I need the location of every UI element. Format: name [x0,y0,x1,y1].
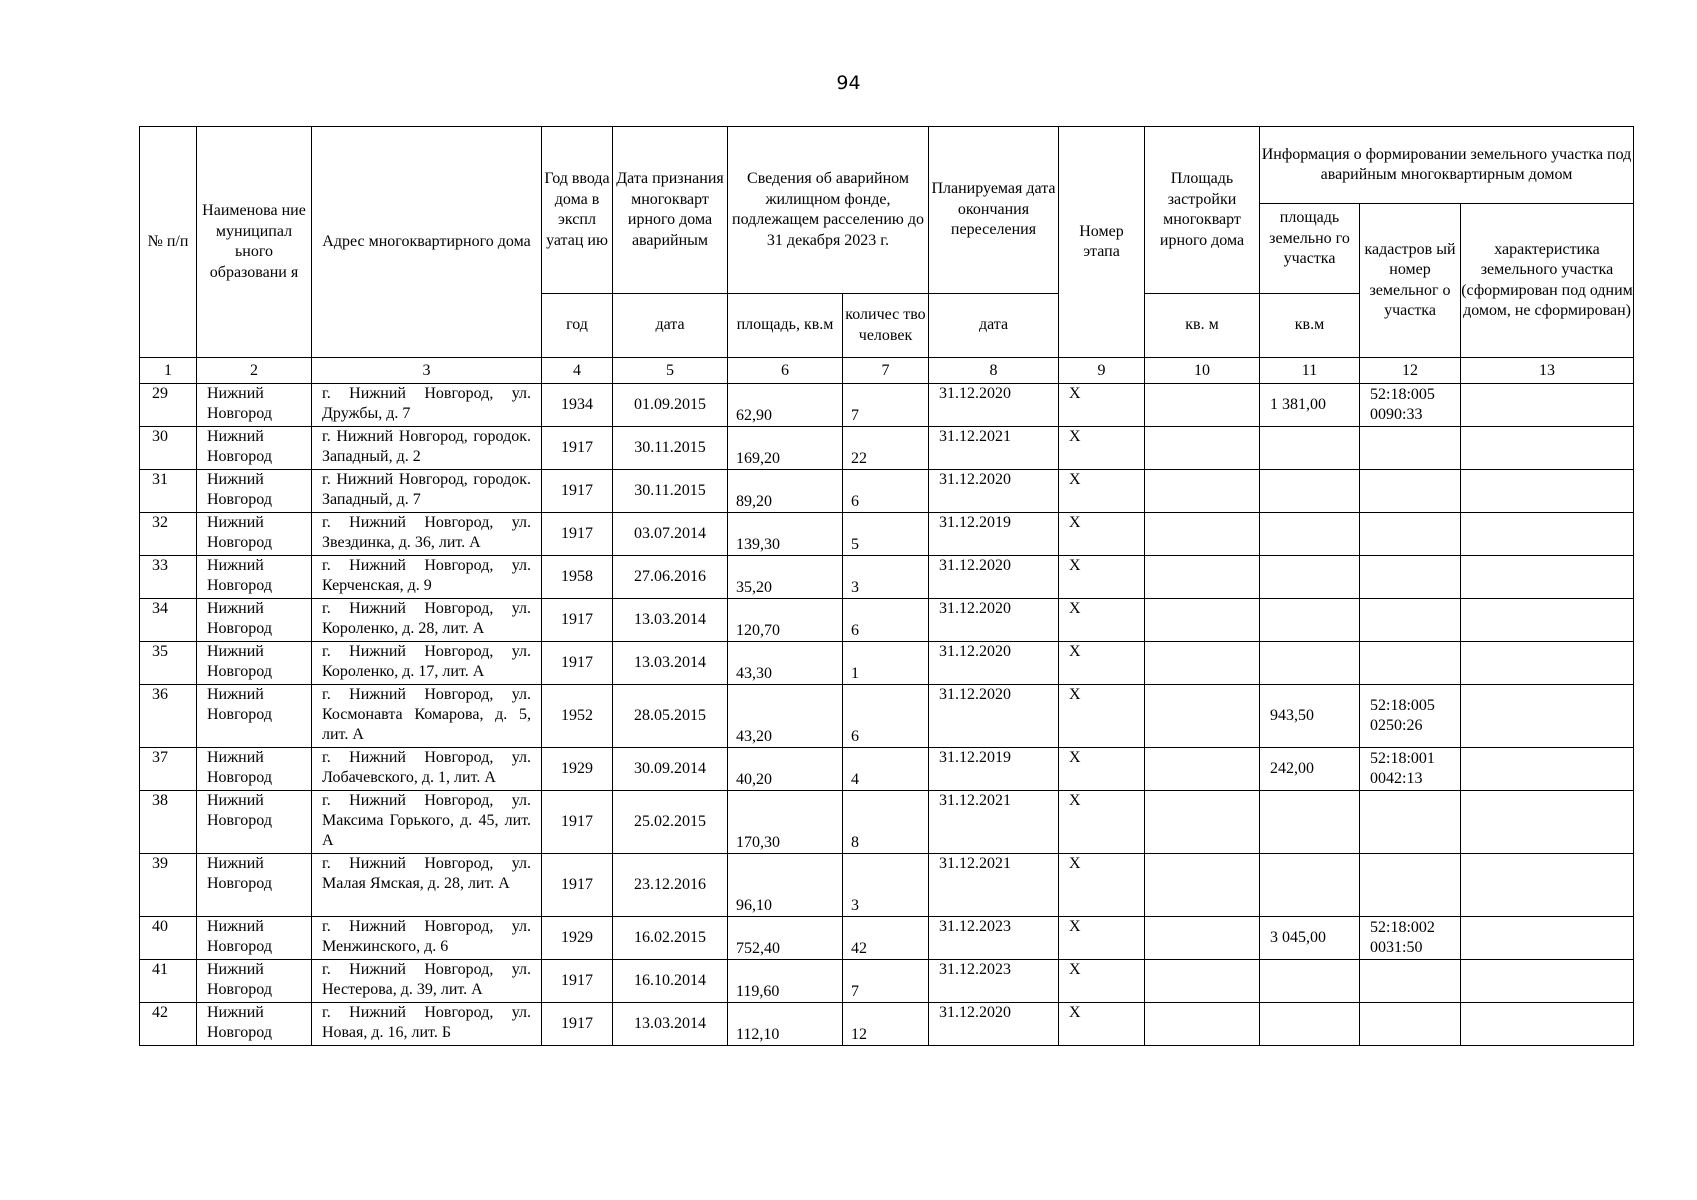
municipality-cell: Нижний Новгород [197,791,312,854]
recognition-date-cell: 28.05.2015 [613,685,728,748]
row-number: 39 [140,854,197,917]
planned-date-cell: 31.12.2021 [929,427,1059,470]
municipality-cell: Нижний Новгород [197,427,312,470]
column-numbers-row [140,358,1634,384]
year-cell: 1929 [542,748,613,791]
area-cell: 139,30 [728,513,843,556]
row-number: 30 [140,427,197,470]
table-row [140,917,1634,960]
recognition-date-cell: 30.11.2015 [613,470,728,513]
land-area-cell: 1 381,00 [1260,384,1360,427]
cadastral-number-cell [1360,854,1461,917]
table-row [140,642,1634,685]
col-number: 7 [843,358,929,384]
table-row [140,960,1634,1003]
people-count-cell: 1 [843,642,929,685]
land-area-cell [1260,427,1360,470]
table-row [140,384,1634,427]
land-characteristic-cell [1461,854,1634,917]
unit-building-sqm: кв. м [1145,294,1260,358]
year-cell: 1917 [542,599,613,642]
row-number: 41 [140,960,197,1003]
col-number: 12 [1360,358,1461,384]
housing-table [139,126,1634,1046]
stage-cell: Х [1059,791,1145,854]
year-cell: 1934 [542,384,613,427]
year-cell: 1917 [542,791,613,854]
municipality-cell: Нижний Новгород [197,470,312,513]
stage-cell: Х [1059,685,1145,748]
land-area-cell [1260,1003,1360,1046]
address-cell: г. Нижний Новгород, городок. Западный, д. 7 [312,470,542,513]
header-year: Год ввода дома в экспл уатац ию [542,127,613,294]
people-count-cell: 4 [843,748,929,791]
cadastral-number-cell [1360,1003,1461,1046]
row-number: 32 [140,513,197,556]
row-number: 34 [140,599,197,642]
table-header [140,127,1634,384]
building-area-cell [1145,513,1260,556]
row-number: 31 [140,470,197,513]
land-area-cell: 943,50 [1260,685,1360,748]
row-number: 42 [140,1003,197,1046]
area-cell: 170,30 [728,791,843,854]
col-number: 13 [1461,358,1634,384]
row-number: 36 [140,685,197,748]
building-area-cell [1145,685,1260,748]
area-cell: 96,10 [728,854,843,917]
stage-cell: Х [1059,748,1145,791]
unit-area: площадь, кв.м [728,294,843,358]
people-count-cell: 12 [843,1003,929,1046]
stage-cell: Х [1059,384,1145,427]
year-cell: 1917 [542,513,613,556]
row-number: 38 [140,791,197,854]
people-count-cell: 3 [843,556,929,599]
year-cell: 1917 [542,1003,613,1046]
building-area-cell [1145,427,1260,470]
municipality-cell: Нижний Новгород [197,917,312,960]
land-area-cell [1260,791,1360,854]
land-characteristic-cell [1461,748,1634,791]
table-row [140,791,1634,854]
municipality-cell: Нижний Новгород [197,384,312,427]
planned-date-cell: 31.12.2020 [929,599,1059,642]
col-number: 11 [1260,358,1360,384]
header-recognition-date: Дата признания многокварт ирного дома аварийным [613,127,728,294]
land-area-cell [1260,470,1360,513]
planned-date-cell: 31.12.2020 [929,1003,1059,1046]
planned-date-cell: 31.12.2023 [929,960,1059,1003]
recognition-date-cell: 30.09.2014 [613,748,728,791]
row-number: 33 [140,556,197,599]
page-number: 94 [836,72,861,94]
land-characteristic-cell [1461,599,1634,642]
land-characteristic-cell [1461,470,1634,513]
land-characteristic-cell [1461,513,1634,556]
row-number: 37 [140,748,197,791]
address-cell: г. Нижний Новгород, ул. Нестерова, д. 39, лит. А [312,960,542,1003]
building-area-cell [1145,642,1260,685]
building-area-cell [1145,1003,1260,1046]
year-cell: 1929 [542,917,613,960]
stage-cell: Х [1059,854,1145,917]
area-cell: 62,90 [728,384,843,427]
people-count-cell: 5 [843,513,929,556]
land-area-cell [1260,599,1360,642]
building-area-cell [1145,854,1260,917]
address-cell: г. Нижний Новгород, ул. Максима Горького, д. 45, лит. А [312,791,542,854]
cadastral-number-cell [1360,470,1461,513]
cadastral-number-cell [1360,513,1461,556]
cadastral-number-cell [1360,791,1461,854]
address-cell: г. Нижний Новгород, ул. Звездинка, д. 36, лит. А [312,513,542,556]
area-cell: 43,20 [728,685,843,748]
stage-cell: Х [1059,642,1145,685]
col-number: 5 [613,358,728,384]
address-cell: г. Нижний Новгород, ул. Лобачевского, д. 1, лит. А [312,748,542,791]
people-count-cell: 6 [843,599,929,642]
area-cell: 89,20 [728,470,843,513]
land-characteristic-cell [1461,1003,1634,1046]
land-area-cell [1260,556,1360,599]
cadastral-number-cell: 52:18:005 0250:26 [1360,685,1461,748]
col-number: 9 [1059,358,1145,384]
municipality-cell: Нижний Новгород [197,513,312,556]
stage-cell: Х [1059,960,1145,1003]
address-cell: г. Нижний Новгород, ул. Малая Ямская, д. 28, лит. А [312,854,542,917]
header-land-characteristic: характеристика земельного участка (сформирован под одним домом, не сформирован) [1461,204,1634,358]
area-cell: 119,60 [728,960,843,1003]
cadastral-number-cell [1360,599,1461,642]
building-area-cell [1145,917,1260,960]
col-number: 6 [728,358,843,384]
building-area-cell [1145,599,1260,642]
stage-cell: Х [1059,1003,1145,1046]
area-cell: 40,20 [728,748,843,791]
address-cell: г. Нижний Новгород, ул. Новая, д. 16, лит. Б [312,1003,542,1046]
people-count-cell: 7 [843,384,929,427]
people-count-cell: 3 [843,854,929,917]
recognition-date-cell: 30.11.2015 [613,427,728,470]
land-area-cell [1260,854,1360,917]
cadastral-number-cell [1360,960,1461,1003]
people-count-cell: 6 [843,470,929,513]
year-cell: 1917 [542,854,613,917]
recognition-date-cell: 01.09.2015 [613,384,728,427]
address-cell: г. Нижний Новгород, ул. Менжинского, д. 6 [312,917,542,960]
building-area-cell [1145,384,1260,427]
land-area-cell [1260,642,1360,685]
table-body [140,384,1634,1046]
cadastral-number-cell: 52:18:001 0042:13 [1360,748,1461,791]
table-row [140,599,1634,642]
area-cell: 169,20 [728,427,843,470]
cadastral-number-cell [1360,556,1461,599]
recognition-date-cell: 25.02.2015 [613,791,728,854]
row-number: 29 [140,384,197,427]
cadastral-number-cell: 52:18:005 0090:33 [1360,384,1461,427]
unit-land-sqm: кв.м [1260,294,1360,358]
municipality-cell: Нижний Новгород [197,556,312,599]
header-municipality: Наименова ние муниципал ьного образовани я [197,127,312,358]
header-planned-date: Планируемая дата окончания переселения [929,127,1059,294]
table-row [140,427,1634,470]
cadastral-number-cell [1360,427,1461,470]
year-cell: 1917 [542,642,613,685]
recognition-date-cell: 16.10.2014 [613,960,728,1003]
planned-date-cell: 31.12.2020 [929,685,1059,748]
municipality-cell: Нижний Новгород [197,960,312,1003]
cadastral-number-cell [1360,642,1461,685]
stage-cell: Х [1059,556,1145,599]
header-building-area: Площадь застройки многокварт ирного дома [1145,127,1260,294]
building-area-cell [1145,791,1260,854]
planned-date-cell: 31.12.2020 [929,470,1059,513]
recognition-date-cell: 13.03.2014 [613,599,728,642]
planned-date-cell: 31.12.2020 [929,642,1059,685]
people-count-cell: 42 [843,917,929,960]
people-count-cell: 22 [843,427,929,470]
recognition-date-cell: 03.07.2014 [613,513,728,556]
table-row [140,685,1634,748]
table-row [140,513,1634,556]
col-number: 2 [197,358,312,384]
header-fund-info: Сведения об аварийном жилищном фонде, подлежащем расселению до 31 декабря 2023 г. [728,127,929,294]
recognition-date-cell: 23.12.2016 [613,854,728,917]
land-characteristic-cell [1461,685,1634,748]
land-area-cell [1260,513,1360,556]
land-characteristic-cell [1461,960,1634,1003]
land-characteristic-cell [1461,556,1634,599]
recognition-date-cell: 13.03.2014 [613,642,728,685]
land-characteristic-cell [1461,791,1634,854]
col-number: 1 [140,358,197,384]
stage-cell: Х [1059,599,1145,642]
land-area-cell: 3 045,00 [1260,917,1360,960]
cadastral-number-cell: 52:18:002 0031:50 [1360,917,1461,960]
land-area-cell [1260,960,1360,1003]
unit-people: количес тво человек [843,294,929,358]
building-area-cell [1145,748,1260,791]
people-count-cell: 6 [843,685,929,748]
col-number: 4 [542,358,613,384]
year-cell: 1952 [542,685,613,748]
header-land-info: Информация о формировании земельного участка под аварийным многоквартирным домом [1260,127,1634,204]
address-cell: г. Нижний Новгород, ул. Космонавта Комарова, д. 5, лит. А [312,685,542,748]
area-cell: 35,20 [728,556,843,599]
table-row [140,556,1634,599]
year-cell: 1958 [542,556,613,599]
people-count-cell: 7 [843,960,929,1003]
col-number: 10 [1145,358,1260,384]
unit-date: дата [613,294,728,358]
header-num: № п/п [140,127,197,358]
municipality-cell: Нижний Новгород [197,1003,312,1046]
planned-date-cell: 31.12.2023 [929,917,1059,960]
address-cell: г. Нижний Новгород, ул. Короленко, д. 17, лит. А [312,642,542,685]
col-number: 3 [312,358,542,384]
header-land-area: площадь земельно го участка [1260,204,1360,294]
address-cell: г. Нижний Новгород, ул. Дружбы, д. 7 [312,384,542,427]
table-row [140,748,1634,791]
stage-cell: Х [1059,470,1145,513]
area-cell: 120,70 [728,599,843,642]
area-cell: 112,10 [728,1003,843,1046]
planned-date-cell: 31.12.2021 [929,791,1059,854]
land-area-cell: 242,00 [1260,748,1360,791]
planned-date-cell: 31.12.2019 [929,748,1059,791]
table-row [140,1003,1634,1046]
address-cell: г. Нижний Новгород, ул. Короленко, д. 28, лит. А [312,599,542,642]
recognition-date-cell: 27.06.2016 [613,556,728,599]
row-number: 35 [140,642,197,685]
row-number: 40 [140,917,197,960]
header-stage: Номер этапа [1059,127,1145,358]
municipality-cell: Нижний Новгород [197,854,312,917]
recognition-date-cell: 16.02.2015 [613,917,728,960]
header-cadastral: кадастров ый номер земельног о участка [1360,204,1461,358]
planned-date-cell: 31.12.2020 [929,384,1059,427]
land-characteristic-cell [1461,384,1634,427]
municipality-cell: Нижний Новгород [197,748,312,791]
planned-date-cell: 31.12.2019 [929,513,1059,556]
area-cell: 43,30 [728,642,843,685]
stage-cell: Х [1059,917,1145,960]
stage-cell: Х [1059,427,1145,470]
planned-date-cell: 31.12.2020 [929,556,1059,599]
year-cell: 1917 [542,427,613,470]
table-row [140,470,1634,513]
col-number: 8 [929,358,1059,384]
building-area-cell [1145,470,1260,513]
land-characteristic-cell [1461,917,1634,960]
unit-year: год [542,294,613,358]
municipality-cell: Нижний Новгород [197,685,312,748]
table-row [140,854,1634,917]
building-area-cell [1145,556,1260,599]
area-cell: 752,40 [728,917,843,960]
planned-date-cell: 31.12.2021 [929,854,1059,917]
address-cell: г. Нижний Новгород, городок. Западный, д. 2 [312,427,542,470]
year-cell: 1917 [542,960,613,1003]
municipality-cell: Нижний Новгород [197,599,312,642]
address-cell: г. Нижний Новгород, ул. Керченская, д. 9 [312,556,542,599]
header-address: Адрес многоквартирного дома [312,127,542,358]
people-count-cell: 8 [843,791,929,854]
unit-planned-date: дата [929,294,1059,358]
municipality-cell: Нижний Новгород [197,642,312,685]
stage-cell: Х [1059,513,1145,556]
land-characteristic-cell [1461,642,1634,685]
building-area-cell [1145,960,1260,1003]
land-characteristic-cell [1461,427,1634,470]
year-cell: 1917 [542,470,613,513]
recognition-date-cell: 13.03.2014 [613,1003,728,1046]
